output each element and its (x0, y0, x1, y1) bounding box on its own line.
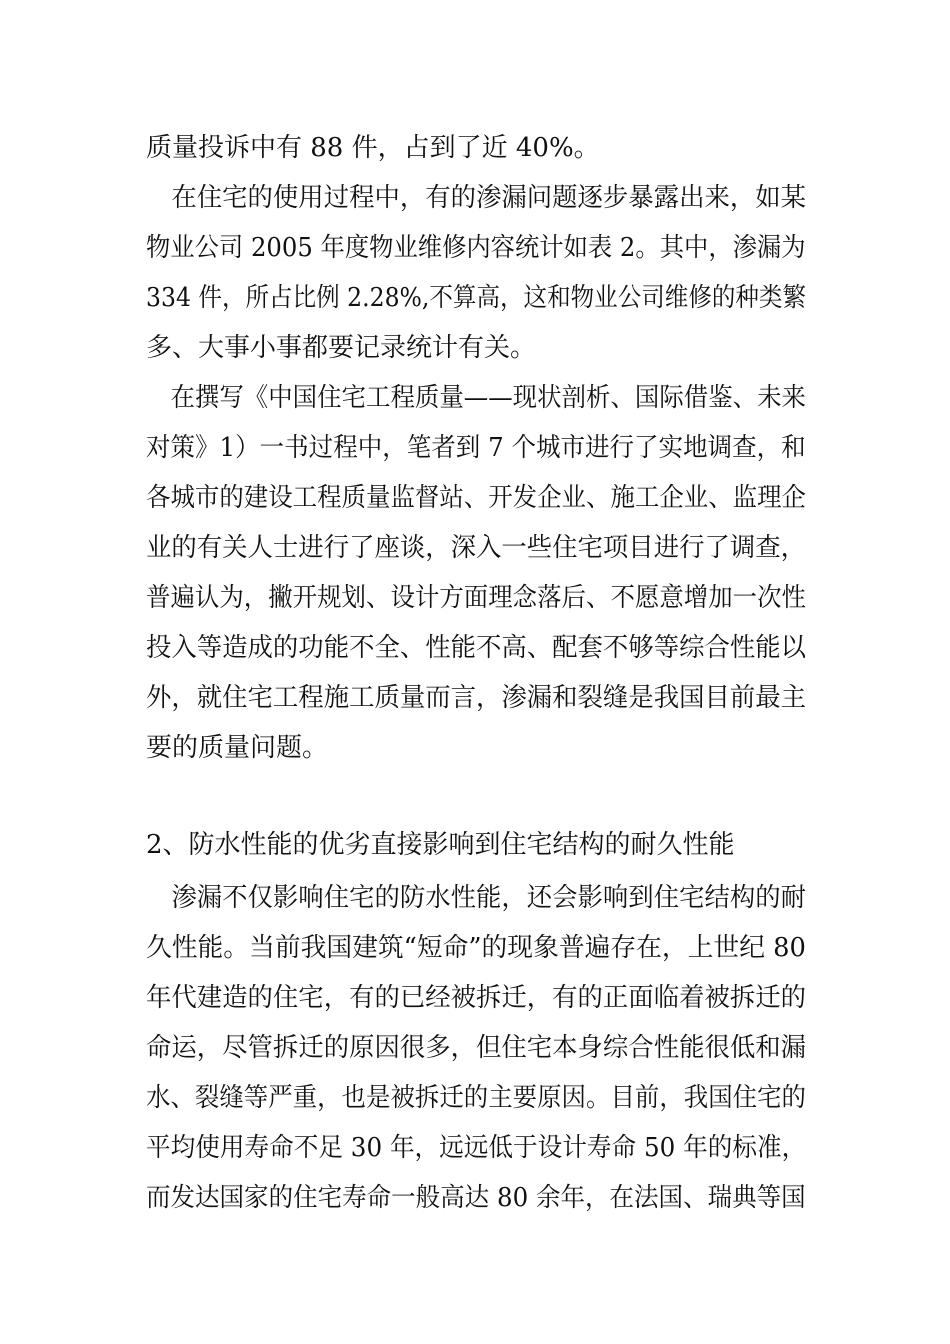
text-line: 334 件，所占比例 2.28%,不算高，这和物业公司维修的种类繁 (146, 283, 807, 313)
text-line: 普遍认为，撇开规划、设计方面理念落后、不愿意增加一次性 (146, 583, 807, 613)
text-line: 质量投诉中有 88 件，占到了近 40%。 (146, 133, 600, 163)
text-line: 水、裂缝等严重，也是被拆迁的主要原因。目前，我国住宅的 (146, 1083, 807, 1113)
text-line: 多、大事小事都要记录统计有关。 (146, 333, 537, 363)
text-line: 久性能。当前我国建筑“短命”的现象普遍存在，上世纪 80 (146, 933, 806, 963)
section-heading: 2、防水性能的优劣直接影响到住宅结构的耐久性能 (146, 830, 735, 860)
text-line: 而发达国家的住宅寿命一般高达 80 余年，在法国、瑞典等国 (146, 1183, 806, 1213)
text-line: 外，就住宅工程施工质量而言，渗漏和裂缝是我国目前最主 (146, 683, 807, 713)
text-line: 年代建造的住宅，有的已经被拆迁，有的正面临着被拆迁的 (146, 983, 807, 1013)
text-line: 投入等造成的功能不全、性能不高、配套不够等综合性能以 (146, 633, 807, 663)
text-line: 在撰写《中国住宅工程质量——现状剖析、国际借鉴、未来 (146, 383, 807, 413)
text-line: 对策》1）一书过程中，笔者到 7 个城市进行了实地调查，和 (146, 433, 806, 463)
text-line: 命运，尽管拆迁的原因很多，但住宅本身综合性能很低和漏 (146, 1033, 807, 1063)
text-line: 渗漏不仅影响住宅的防水性能，还会影响到住宅结构的耐 (146, 883, 807, 913)
text-line: 各城市的建设工程质量监督站、开发企业、施工企业、监理企 (146, 483, 807, 513)
text-line: 要的质量问题。 (146, 733, 329, 763)
text-line: 物业公司 2005 年度物业维修内容统计如表 2。其中，渗漏为 (146, 233, 806, 263)
text-line: 在住宅的使用过程中，有的渗漏问题逐步暴露出来，如某 (146, 183, 807, 213)
text-line: 业的有关人士进行了座谈，深入一些住宅项目进行了调查， (146, 533, 807, 563)
text-line: 平均使用寿命不足 30 年，远远低于设计寿命 50 年的标准， (146, 1133, 807, 1163)
